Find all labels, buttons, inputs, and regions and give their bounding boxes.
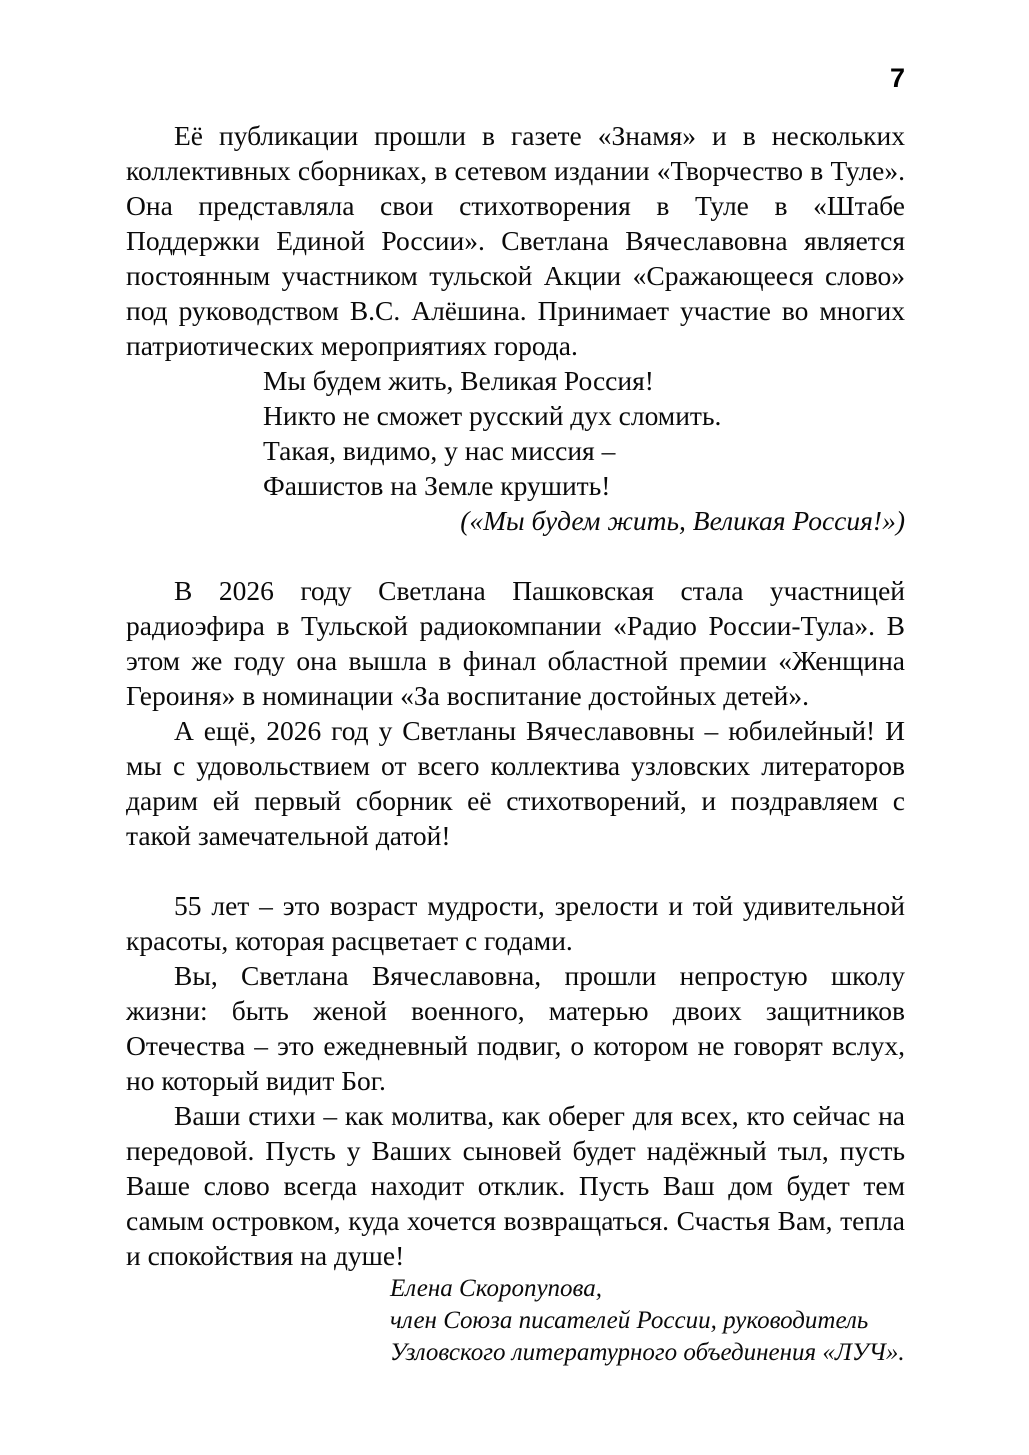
signature-block	[126, 1273, 905, 1369]
signature-title-line-1: член Союза писателей России, руководитель	[390, 1307, 869, 1334]
poem-line: Фашистов на Земле крушить!	[263, 470, 611, 501]
poem-source-attribution: («Мы будем жить, Великая Россия!»)	[460, 505, 905, 536]
page-text-block	[126, 118, 905, 1369]
paragraph-life-school: Вы, Светлана Вячеславовна, прошли непростую школу жизни: быть женой военного, матерью двоих защитников Отечества – это ежедневный подвиг, о котором не говорят вслух, но который видит Бог.	[126, 960, 905, 1096]
paragraph-publications: Её публикации прошли в газете «Знамя» и в нескольких коллективных сборниках, в сетевом издании «Творчество в Туле». Она представляла свои стихотворения в Туле в «Штабе Поддержки Единой России». Светлана Вячеславовна является постоянным участником тульской Акции «Сражающееся слово» под руководством В.С. Алёшина. Принимает участие во многих патриотических мероприятиях города.	[126, 120, 905, 361]
paragraph-radio-award: В 2026 году Светлана Пашковская стала участницей радиоэфира в Тульской радиокомпании «Радио России-Тула». В этом же году она вышла в финал областной премии «Женщина Героиня» в номинации «За воспитание достойных детей».	[126, 575, 905, 711]
signature-title-line-2: Узловского литературного объединения «ЛУЧ».	[390, 1339, 905, 1366]
paragraph-anniversary: А ещё, 2026 год у Светланы Вячеславовны – юбилейный! И мы с удовольствием от всего коллектива узловских литераторов дарим ей первый сборник её стихотворений, и поздравляем с такой замечательной датой!	[126, 715, 905, 851]
paragraph-spacer	[126, 853, 905, 888]
page-number: 7	[889, 63, 905, 93]
paragraph-wishes: Ваши стихи – как молитва, как оберег для всех, кто сейчас на передовой. Пусть у Ваших сыновей будет надёжный тыл, пусть Ваше слово всегда находит отклик. Пусть Ваш дом будет тем самым островком, куда хочется возвращаться. Счастья Вам, тепла и спокойствия на душе!	[126, 1100, 905, 1271]
poem-block	[126, 363, 905, 503]
poem-line: Никто не сможет русский дух сломить.	[263, 400, 722, 431]
paragraph-spacer	[126, 538, 905, 573]
paragraph-age-wisdom: 55 лет – это возраст мудрости, зрелости и той удивительной красоты, которая расцветает с годами.	[126, 890, 905, 956]
poem-line: Мы будем жить, Великая Россия!	[263, 365, 654, 396]
signature-author-name: Елена Скоропупова,	[390, 1275, 602, 1302]
poem-line: Такая, видимо, у нас миссия –	[263, 435, 616, 466]
